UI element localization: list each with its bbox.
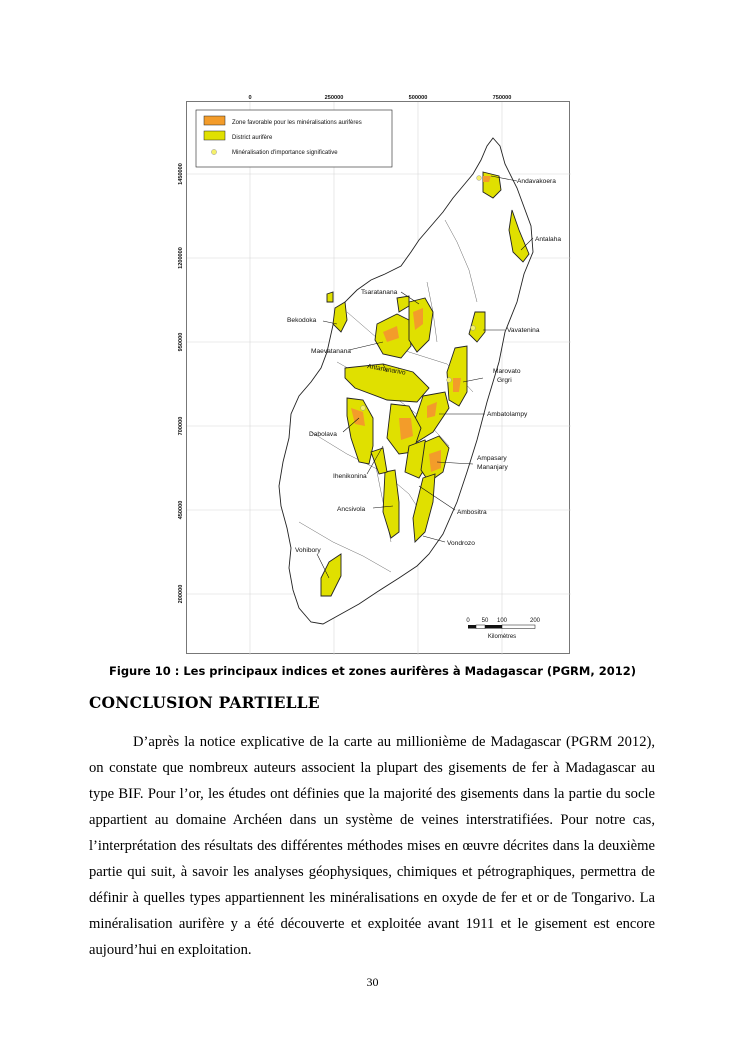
place-label-bekodoka: Bekodoka (287, 317, 317, 324)
map-figure (178, 95, 570, 654)
left-tick-label: 700000 (178, 416, 184, 436)
left-tick-label: 1200000 (178, 247, 184, 269)
district-bekodoka-north (327, 292, 333, 302)
place-label-vondrozo: Vondrozo (447, 540, 475, 547)
legend-marker (211, 149, 216, 154)
scale-label: 100 (496, 618, 508, 624)
place-label-ancsivola: Ancsivola (337, 506, 366, 513)
scale-label: 200 (529, 618, 541, 624)
scale-unit: Kilomètres (487, 634, 517, 640)
section-heading: CONCLUSION PARTIELLE (89, 693, 320, 712)
scale-label: 0 (466, 618, 470, 624)
place-label-andavakoera: Andavakoera (517, 178, 556, 185)
legend-swatch-favorable (204, 116, 225, 125)
place-label-vavatenina: Vavatenina (507, 327, 540, 334)
top-tick-label: 0 (248, 95, 252, 101)
left-tick-label: 450000 (178, 500, 184, 520)
left-tick-label: 950000 (178, 332, 184, 352)
top-tick-label: 250000 (324, 95, 344, 101)
place-label-antananarivo: Antananarivo (366, 363, 407, 377)
section-body (89, 729, 655, 963)
place-label-grgri: Grgri (497, 377, 512, 384)
place-label-ambositra: Ambositra (457, 509, 487, 516)
mineralization-marker (361, 406, 366, 411)
madagascar-gold-map (178, 95, 571, 655)
scale-label: 50 (481, 618, 489, 624)
left-tick-label: 200000 (178, 584, 184, 604)
mineralization-marker (471, 326, 476, 331)
place-label-tsaratanana: Tsaratanana (361, 289, 398, 296)
top-tick-label: 500000 (408, 95, 428, 101)
body-paragraph: D’après la notice explicative de la carte au millionième de Madagascar (PGRM 2012), on constate que nombreux auteurs associent la plupart des gisements de fer à Madagascar au type BIF. Pour l’or, les études ont définies que la majorité des gisements dans la partie du socle appartient au domaine Archéen dans un système de veines interstratifiées. Pour notre cas, l’interprétation des résultats des différentes méthodes mises en œuvre décrites dans la deuxième partie qui suit, à savoir les analyses géophysiques, chimiques et pétrographiques, permettra de définir à quelles types appartiennent les minéralisations en oxyde de fer et or de Tongarivo. La minéralisation aurifère y a été découverte et exploitée avant 1911 et le gisement est encore aujourd’hui en exploitation. (89, 734, 655, 958)
legend-mineralization-label: Minéralisation d'importance significative (232, 150, 338, 156)
mineralization-marker (447, 378, 452, 383)
place-label-ambatolampy: Ambatolampy (487, 411, 528, 418)
legend-swatch-district (204, 131, 225, 140)
left-tick-label: 1450000 (178, 163, 184, 185)
mineralization-marker (477, 176, 482, 181)
figure-caption: Figure 10 : Les principaux indices et zones aurifères à Madagascar (PGRM, 2012) (109, 664, 636, 678)
map-legend (196, 110, 392, 167)
place-label-ihenikonina: Ihenikonina (333, 473, 367, 480)
place-label-marovato: Marovato (493, 368, 521, 375)
top-tick-label: 750000 (492, 95, 512, 101)
place-label-dabolava: Dabolava (309, 431, 337, 438)
place-label-antalaha: Antalaha (535, 236, 562, 243)
place-label-vohibory: Vohibory (295, 547, 321, 554)
place-label-ampasary: Ampasary (477, 455, 507, 462)
place-label-maevatanana: Maevatanana (311, 348, 351, 355)
scale-bar (466, 618, 540, 640)
page-number: 30 (366, 975, 379, 989)
place-label-mananjary: Mananjary (477, 464, 508, 471)
legend-favorable-label: Zone favorable pour les minéralisations aurifères (232, 120, 362, 126)
legend-district-label: District aurifère (232, 135, 273, 141)
